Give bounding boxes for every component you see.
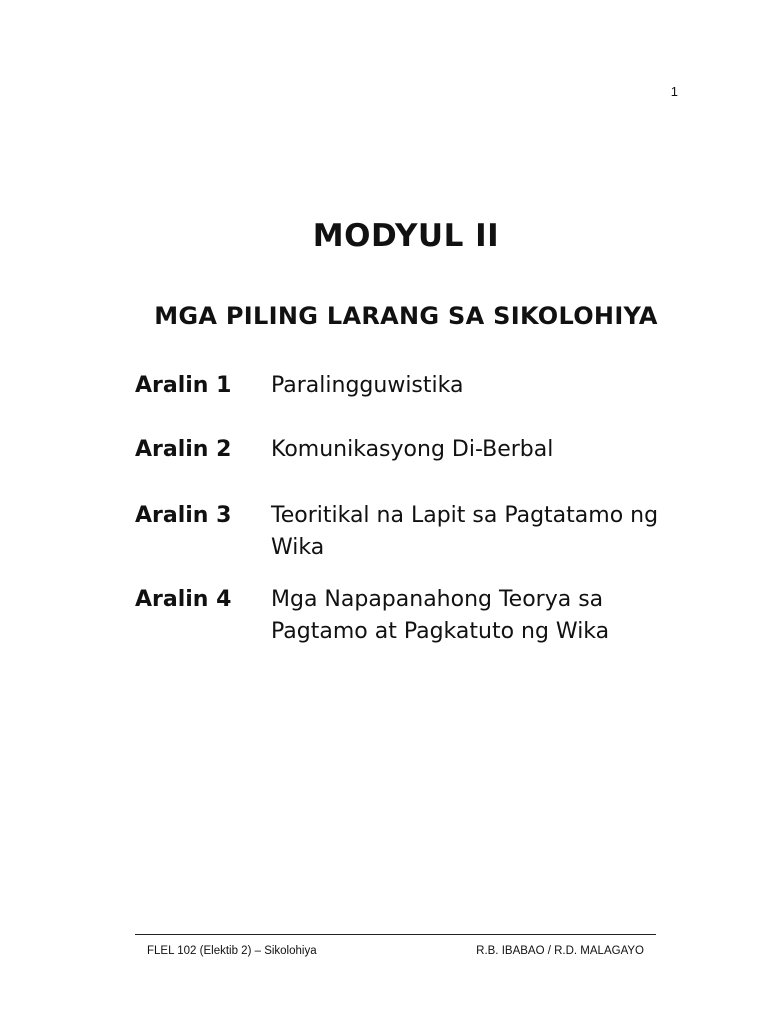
lesson-title: Komunikasyong Di-Berbal	[271, 437, 554, 462]
page-number: 1	[670, 84, 678, 99]
lesson-title: Mga Napapanahong Teorya sa Pagtamo at Pagkatuto ng Wika	[271, 587, 610, 644]
footer-divider	[135, 934, 656, 935]
lesson-label: Aralin 1	[135, 373, 232, 398]
lesson-label: Aralin 4	[135, 587, 232, 612]
lesson-title: Paralingguwistika	[271, 373, 464, 398]
lesson-label: Aralin 3	[135, 503, 232, 528]
lesson-label: Aralin 2	[135, 437, 232, 462]
footer-authors: R.B. IBABAO / R.D. MALAGAYO	[476, 945, 644, 957]
footer-course: FLEL 102 (Elektib 2) – Sikolohiya	[147, 945, 317, 957]
lesson-title: Teoritikal na Lapit sa Pagtatamo ng Wika	[271, 503, 659, 560]
module-subtitle: MGA PILING LARANG SA SIKOLOHIYA	[154, 302, 658, 330]
module-title: MODYUL II	[312, 218, 500, 254]
